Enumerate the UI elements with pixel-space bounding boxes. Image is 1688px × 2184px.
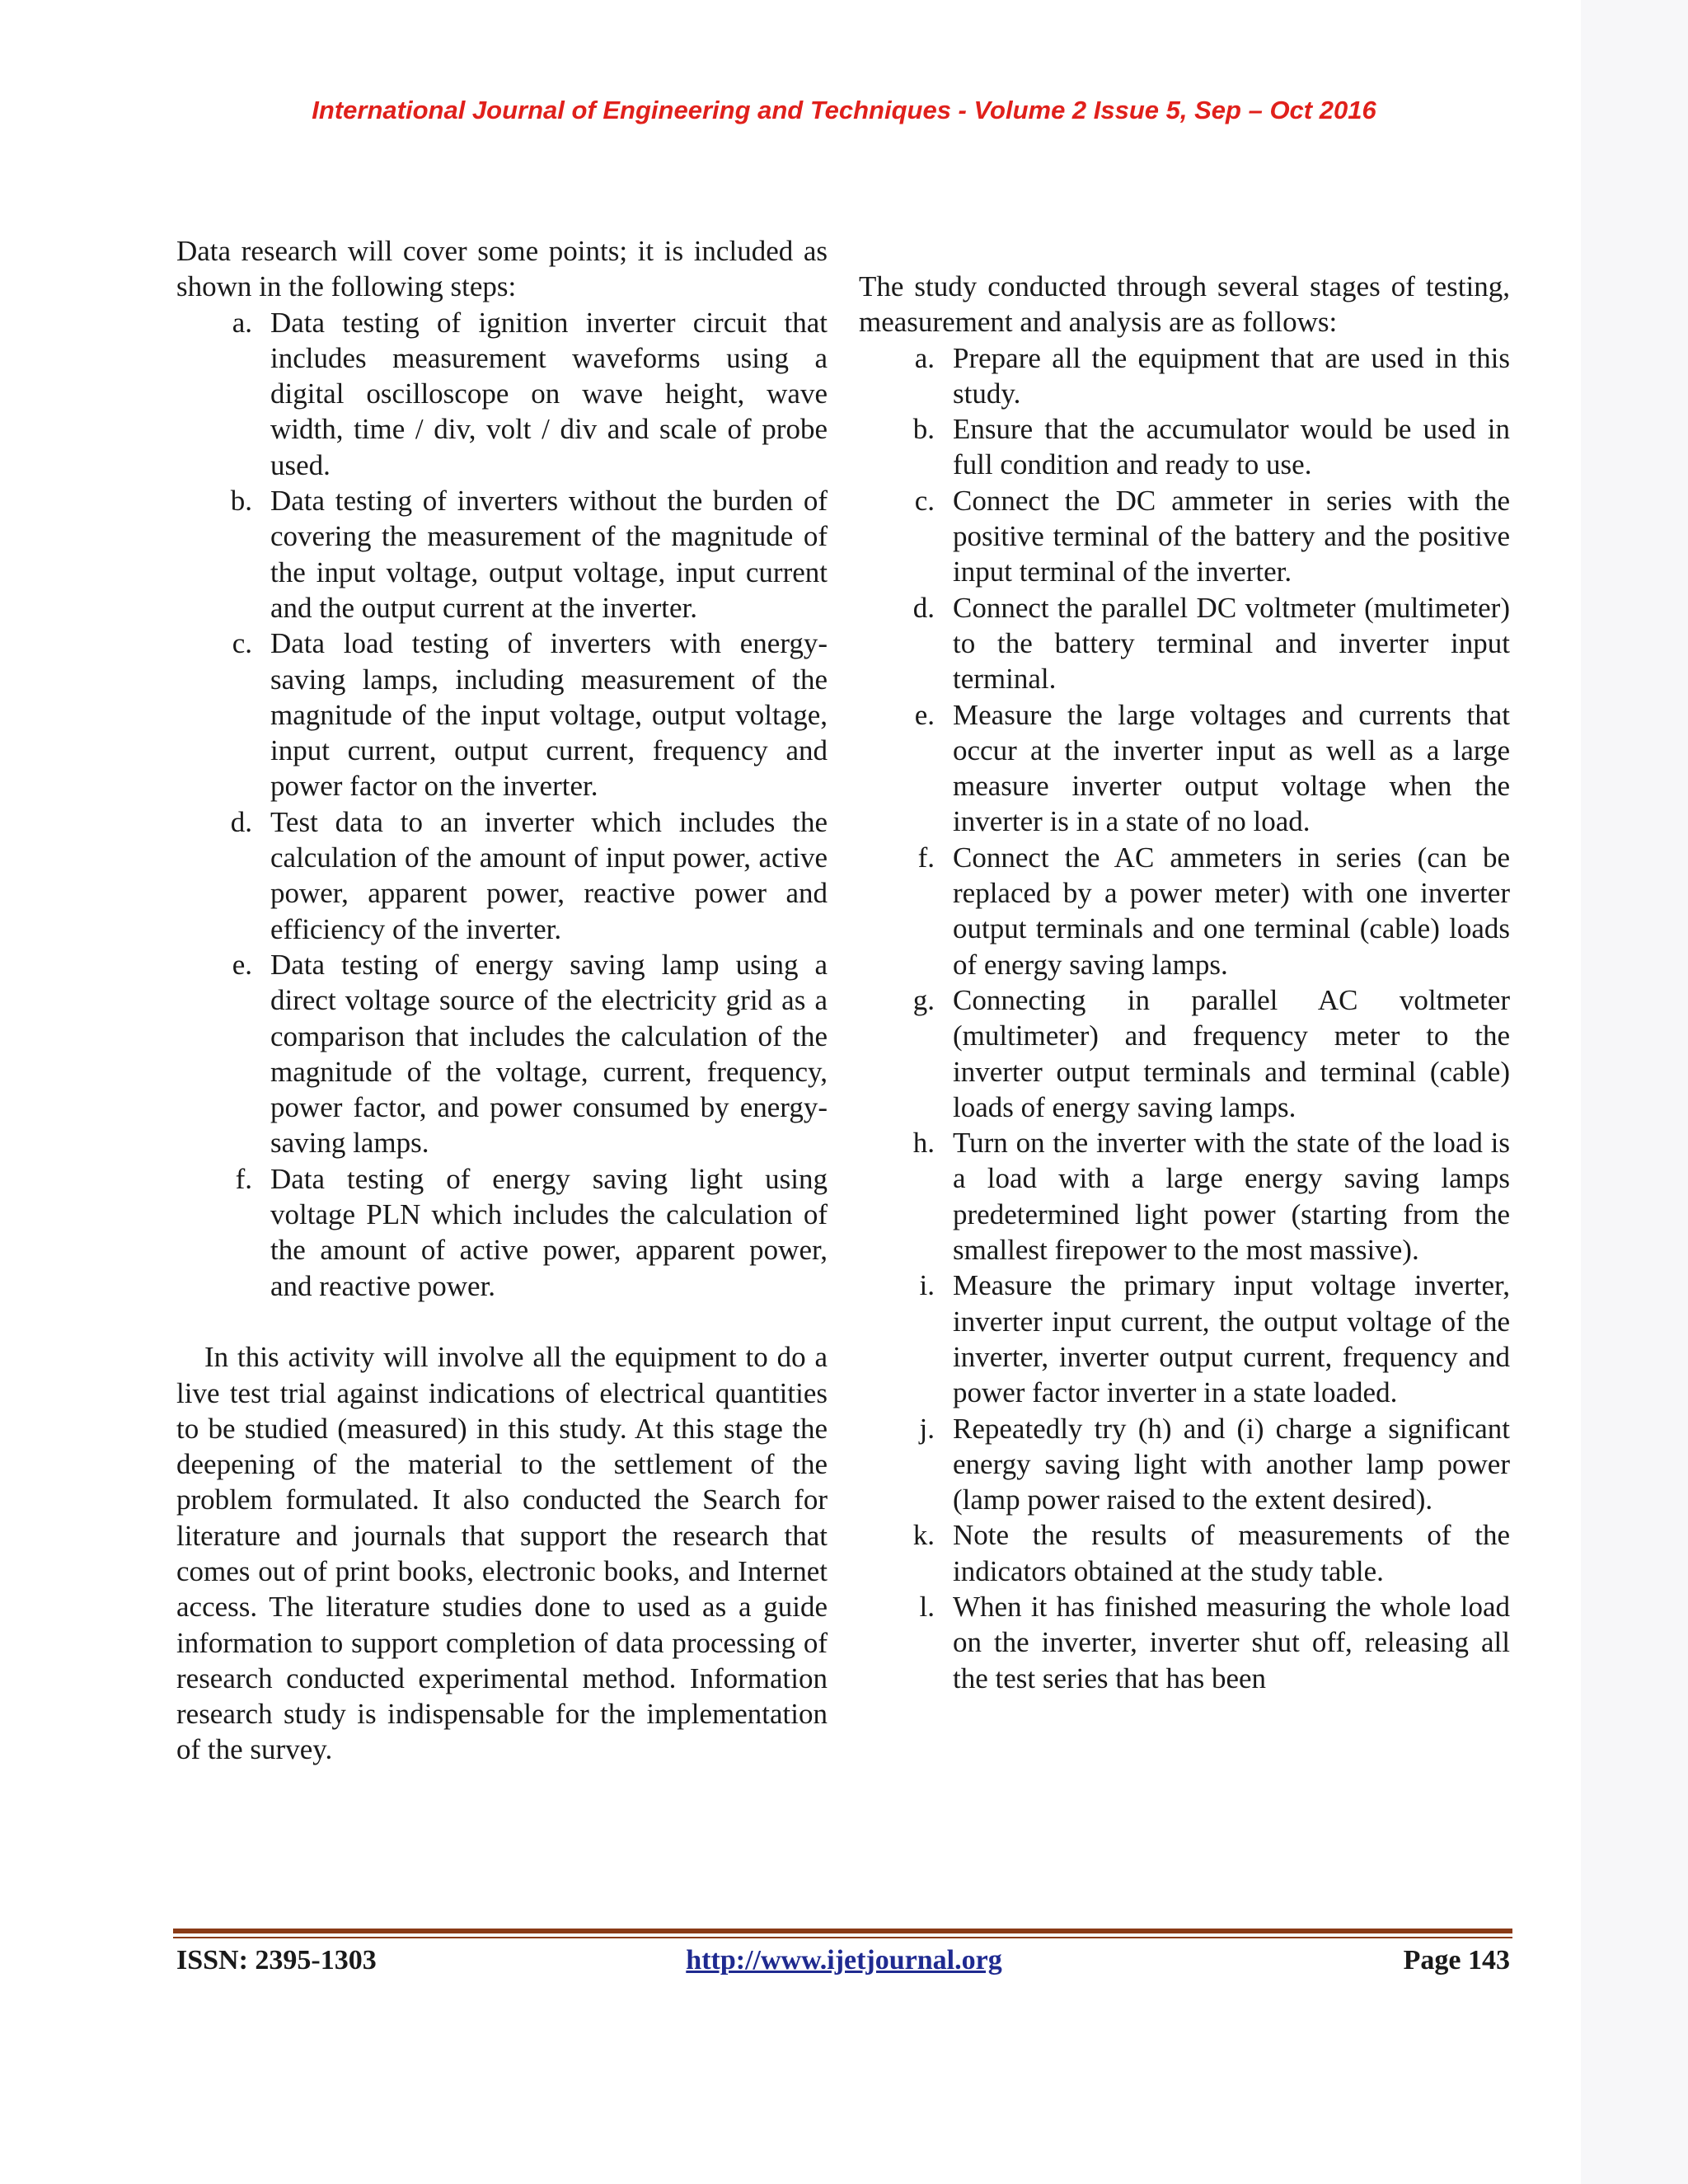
list-marker: h.	[912, 1127, 935, 1160]
right-step-item	[859, 590, 1510, 697]
list-marker: d.	[912, 591, 935, 624]
list-marker: i.	[919, 1269, 935, 1302]
list-marker: j.	[919, 1412, 935, 1445]
right-step-item	[859, 1268, 1510, 1410]
left-step-item	[176, 947, 828, 1161]
list-marker: a.	[914, 341, 935, 374]
list-marker: g.	[912, 983, 935, 1016]
list-text: Data testing of ignition inverter circuit that includes measurement waveforms using a digital oscilloscope on wave height, wave width, time / div, volt / div and scale of probe used.	[270, 306, 828, 481]
list-text: Connect the parallel DC voltmeter (multimeter) to the battery terminal and inverter input terminal.	[953, 591, 1510, 696]
list-text: Connect the DC ammeter in series with the positive terminal of the battery and the positive input terminal of the inverter.	[953, 484, 1510, 588]
list-marker: a.	[232, 306, 252, 339]
list-marker: d.	[230, 805, 252, 838]
list-marker: k.	[912, 1519, 935, 1552]
right-intro: The study conducted through several stages of testing, measurement and analysis are as follows:	[859, 270, 1510, 339]
right-step-item	[859, 340, 1510, 412]
page-edge-shading	[1581, 0, 1688, 2184]
footer-issn: ISSN: 2395-1303	[176, 1945, 377, 1975]
list-text: Data testing of inverters without the burden of covering the measurement of the magnitude of the input voltage, output voltage, input current and the output current at the inverter.	[270, 485, 828, 624]
list-text: Ensure that the accumulator would be used in full condition and ready to use.	[953, 413, 1510, 481]
right-column	[859, 269, 1510, 1696]
list-text: Repeatedly try (h) and (i) charge a significant energy saving light with another lamp power (lamp power raised to the extent desired).	[953, 1412, 1510, 1516]
list-marker: l.	[919, 1590, 935, 1623]
right-step-item	[859, 411, 1510, 483]
list-text: Connecting in parallel AC voltmeter (multimeter) and frequency meter to the inverter output terminals and terminal (cable) loads of energy saving lamps.	[953, 983, 1510, 1123]
list-text: Prepare all the equipment that are used in this study.	[953, 341, 1510, 410]
list-marker: c.	[914, 484, 935, 517]
right-step-item	[859, 982, 1510, 1125]
list-text: Note the results of measurements of the indicators obtained at the study table.	[953, 1519, 1510, 1587]
list-marker: e.	[914, 698, 935, 731]
list-marker: f.	[917, 841, 935, 874]
footer-rule-thin	[173, 1937, 1512, 1938]
footer-rule-thick	[173, 1929, 1512, 1933]
list-text: When it has finished measuring the whole load on the inverter, inverter shut off, releasing all the test series that has been	[953, 1590, 1510, 1694]
left-step-item	[176, 804, 828, 947]
right-step-item	[859, 1411, 1510, 1518]
left-intro: Data research will cover some points; it is included as shown in the following steps:	[176, 235, 828, 303]
left-step-item	[176, 1161, 828, 1304]
right-step-item	[859, 697, 1510, 840]
left-column	[176, 233, 828, 1768]
left-step-item	[176, 626, 828, 804]
list-text: Data load testing of inverters with energy-saving lamps, including measurement of the magnitude of the input voltage, output voltage, input current, output current, frequency and power factor on the inverter.	[270, 627, 828, 803]
list-marker: e.	[232, 948, 252, 981]
right-step-item	[859, 840, 1510, 982]
list-text: Connect the AC ammeters in series (can be replaced by a power meter) with one inverter output terminals and one terminal (cable) loads of energy saving lamps.	[953, 841, 1510, 981]
list-marker: c.	[232, 627, 252, 660]
right-step-item	[859, 483, 1510, 590]
left-step-item	[176, 483, 828, 626]
right-step-list	[859, 340, 1510, 1696]
list-marker: b.	[230, 485, 252, 518]
right-step-item	[859, 1125, 1510, 1268]
list-marker: b.	[912, 413, 935, 446]
list-text: Data testing of energy saving light using voltage PLN which includes the calculation of the amount of active power, apparent power, and reactive power.	[270, 1162, 828, 1302]
list-text: Test data to an inverter which includes the calculation of the amount of input power, active power, apparent power, reactive power and efficiency of the inverter.	[270, 805, 828, 945]
list-text: Measure the large voltages and currents that occur at the inverter input as well as a large measure inverter output voltage when the inverter is in a state of no load.	[953, 698, 1510, 838]
left-paragraph: In this activity will involve all the equipment to do a live test trial against indications of electrical quantities to be studied (measured) in this study. At this stage the deepening of the material to the settlement of the problem formulated. It also conducted the Search for literature and journals that support the research that comes out of print books, electronic books, and Internet access. The literature studies done to used as a guide information to support completion of data processing of research conducted experimental method. Information research study is indispensable for the implementation of the survey.	[176, 1341, 828, 1766]
list-text: Turn on the inverter with the state of the load is a load with a large energy saving lamps predetermined light power (starting from the smallest firepower to the most massive).	[953, 1127, 1510, 1267]
left-step-item	[176, 305, 828, 483]
right-step-item	[859, 1589, 1510, 1696]
running-header: International Journal of Engineering and Techniques - Volume 2 Issue 5, Sep – Oct 2016	[312, 96, 1376, 124]
list-marker: f.	[235, 1162, 252, 1195]
list-text: Measure the primary input voltage inverter, inverter input current, the output voltage of the inverter, inverter output current, frequency and power factor inverter in a state loaded.	[953, 1269, 1510, 1409]
left-step-list	[176, 305, 828, 1304]
list-text: Data testing of energy saving lamp using a direct voltage source of the electricity grid as a comparison that includes the calculation of the magnitude of the voltage, current, frequency, power factor, and power consumed by energy-saving lamps.	[270, 948, 828, 1160]
footer-page-number: Page 143	[1403, 1945, 1510, 1975]
right-step-item	[859, 1517, 1510, 1589]
journal-url-link[interactable]: http://www.ijetjournal.org	[686, 1945, 1002, 1975]
